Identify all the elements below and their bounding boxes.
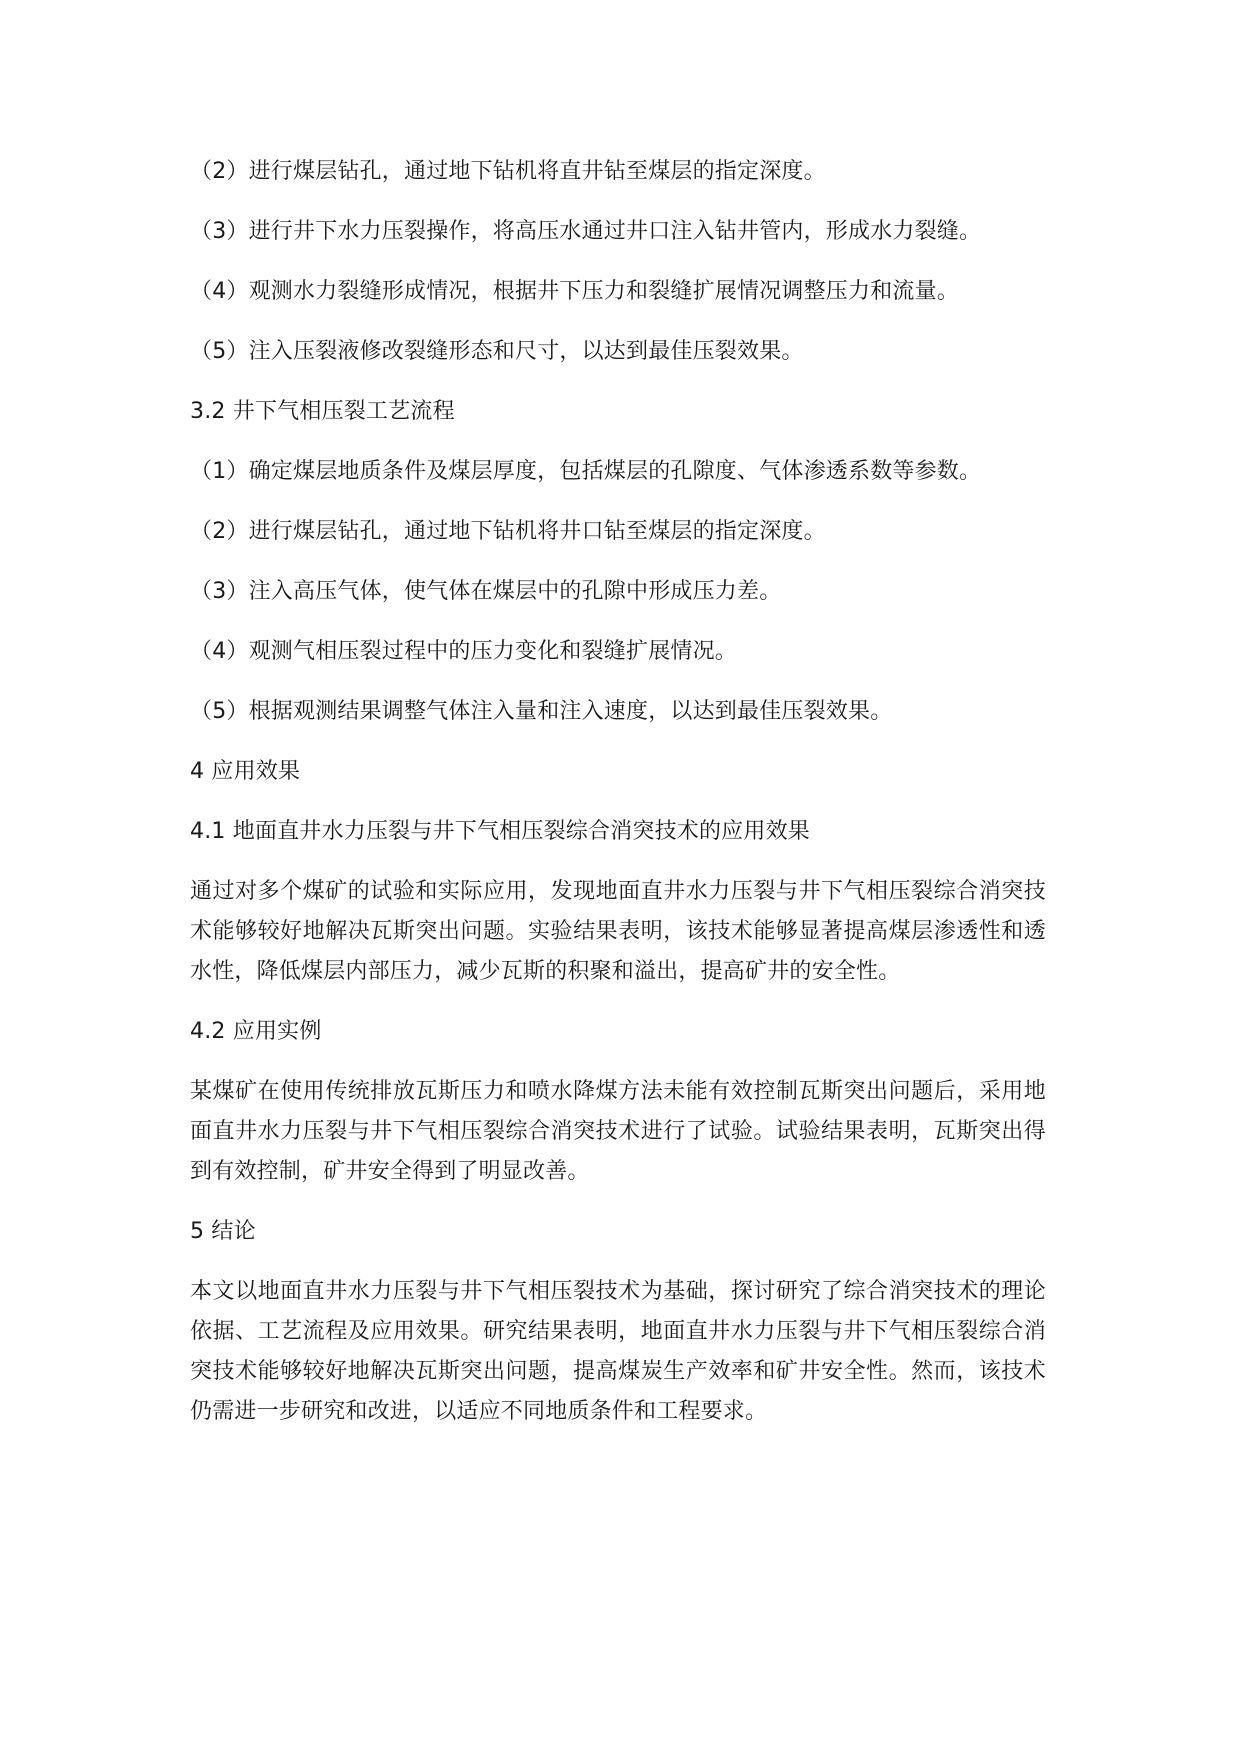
step-line: （4）观测水力裂缝形成情况，根据井下压力和裂缝扩展情况调整压力和流量。 [190, 279, 959, 304]
step-line: （5）根据观测结果调整气体注入量和注入速度，以达到最佳压裂效果。 [190, 699, 893, 724]
section-heading: 3.2 井下气相压裂工艺流程 [190, 399, 455, 424]
subsection-heading: 4.1 地面直井水力压裂与井下气相压裂综合消突技术的应用效果 [190, 819, 810, 844]
step-line: （3）注入高压气体，使气体在煤层中的孔隙中形成压力差。 [190, 579, 782, 604]
body-paragraph: 本文以地面直井水力压裂与井下气相压裂技术为基础，探讨研究了综合消突技术的理论依据、工艺流程及应用效果。研究结果表明，地面直井水力压裂与井下气相压裂综合消突技术能够较好地解决瓦斯突出问题，提高煤炭生产效率和矿井安全性。然而，该技术仍需进一步研究和改进，以适应不同地质条件和工程要求。 [190, 1279, 1046, 1424]
step-line: （3）进行井下水力压裂操作，将高压水通过井口注入钻井管内，形成水力裂缝。 [190, 219, 982, 244]
step-line: （5）注入压裂液修改裂缝形态和尺寸，以达到最佳压裂效果。 [190, 339, 804, 364]
subsection-heading: 4.2 应用实例 [190, 1019, 322, 1044]
body-paragraph: 通过对多个煤矿的试验和实际应用，发现地面直井水力压裂与井下气相压裂综合消突技术能够较好地解决瓦斯突出问题。实验结果表明，该技术能够显著提高煤层渗透性和透水性，降低煤层内部压力，减少瓦斯的积聚和溢出，提高矿井的安全性。 [190, 879, 1046, 984]
step-line: （2）进行煤层钻孔，通过地下钻机将直井钻至煤层的指定深度。 [190, 159, 826, 184]
step-line: （1）确定煤层地质条件及煤层厚度，包括煤层的孔隙度、气体渗透系数等参数。 [190, 459, 982, 484]
step-line: （4）观测气相压裂过程中的压力变化和裂缝扩展情况。 [190, 639, 737, 664]
document-page [190, 152, 1046, 1452]
section-heading: 5 结论 [190, 1219, 256, 1244]
section-heading: 4 应用效果 [190, 759, 301, 784]
body-paragraph: 某煤矿在使用传统排放瓦斯压力和喷水降煤方法未能有效控制瓦斯突出问题后，采用地面直井水力压裂与井下气相压裂综合消突技术进行了试验。试验结果表明，瓦斯突出得到有效控制，矿井安全得到了明显改善。 [190, 1079, 1046, 1184]
step-line: （2）进行煤层钻孔，通过地下钻机将井口钻至煤层的指定深度。 [190, 519, 826, 544]
